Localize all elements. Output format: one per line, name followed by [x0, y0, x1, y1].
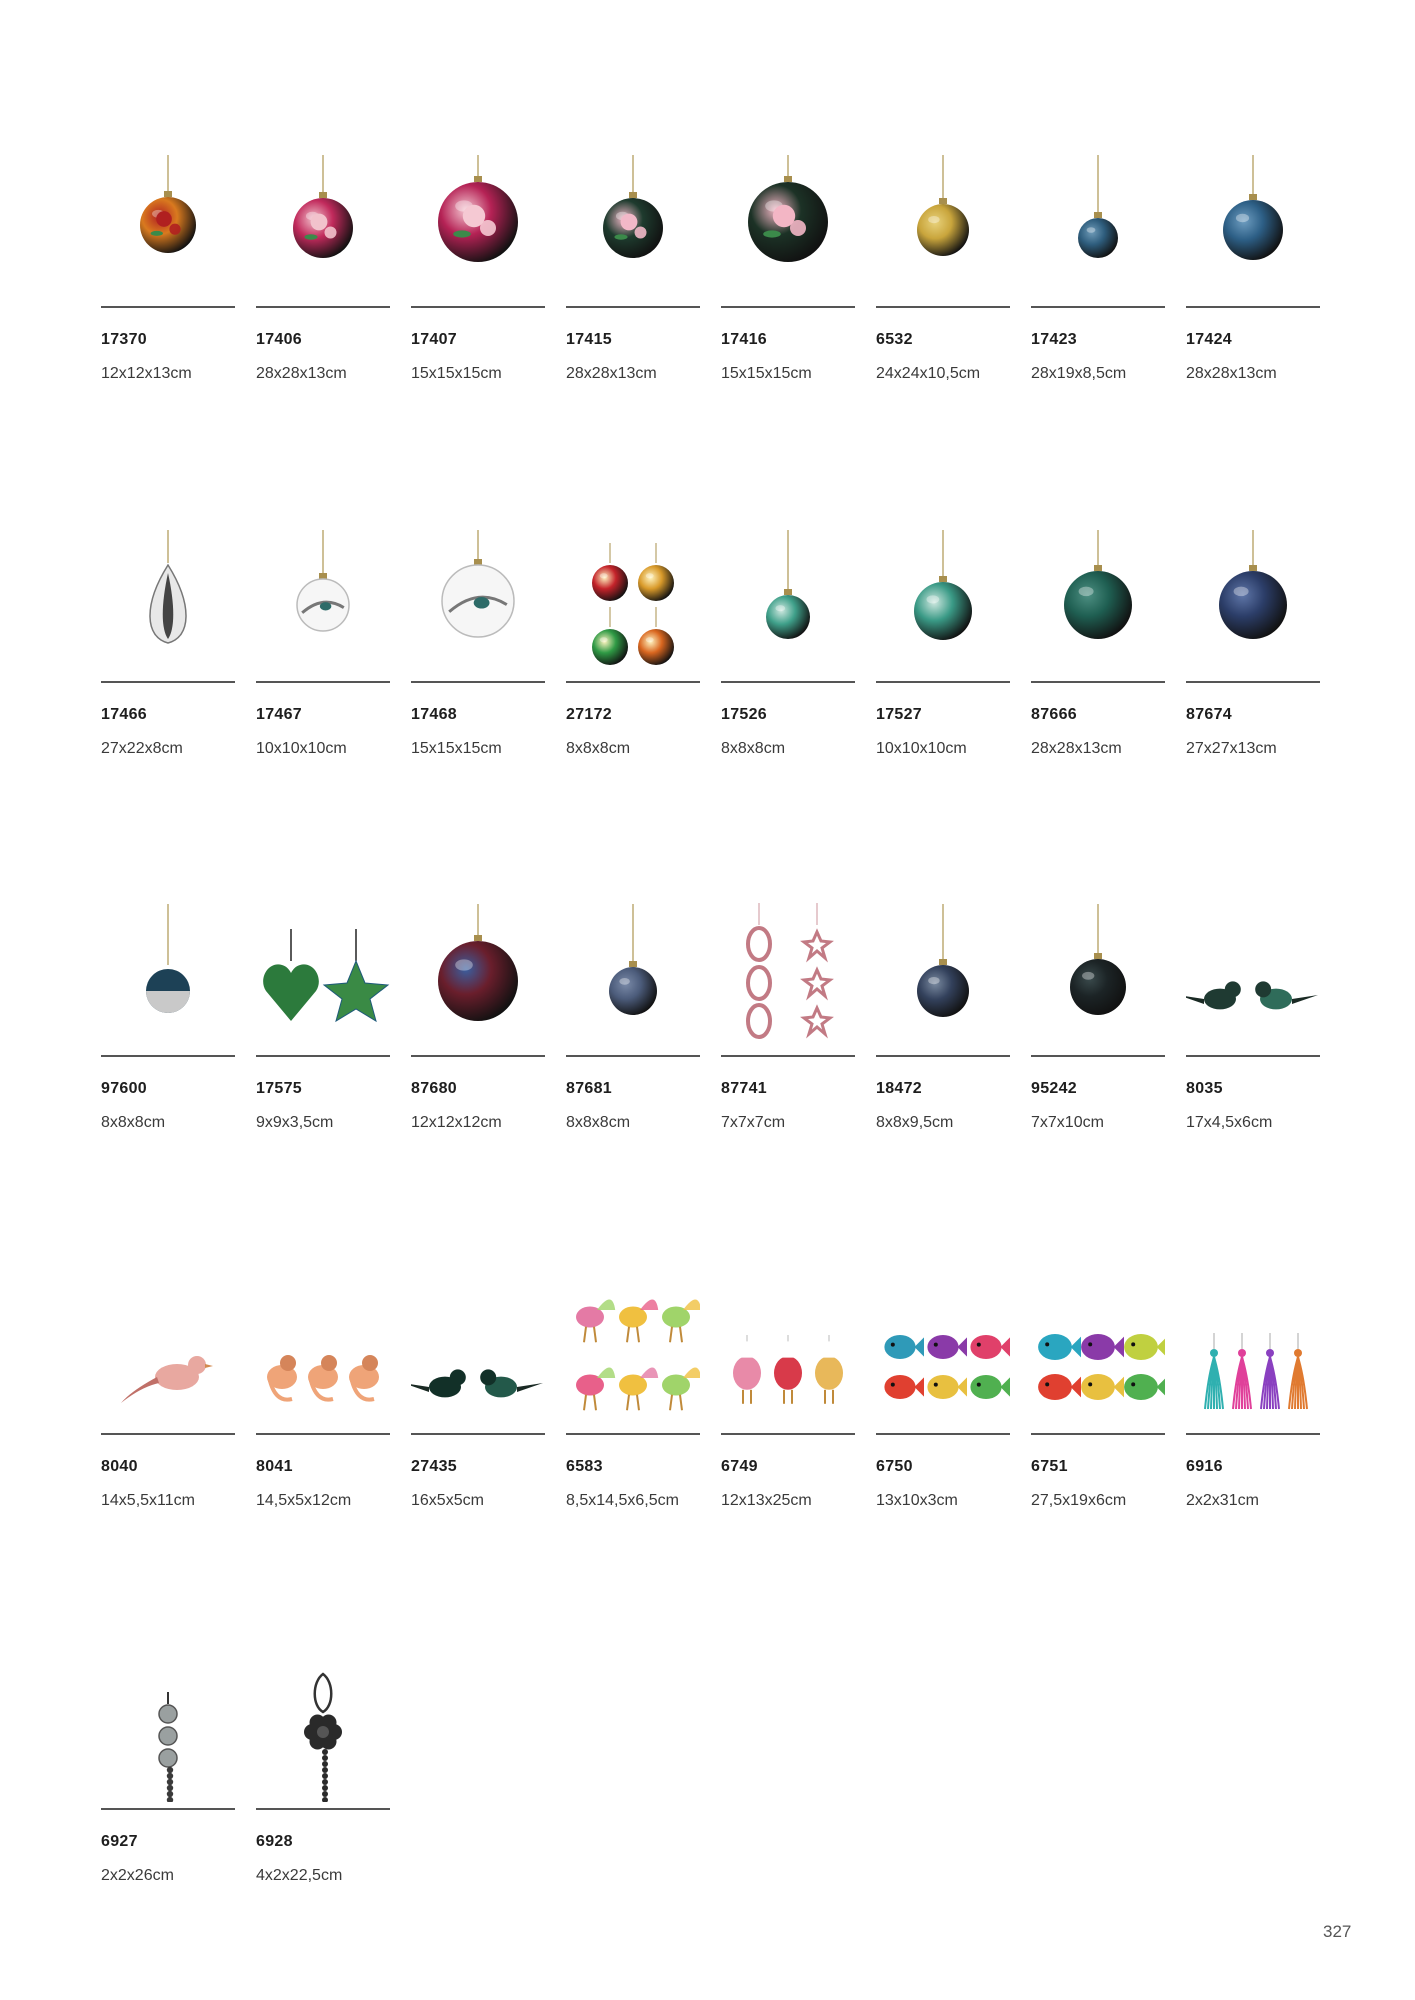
- clear-feather-bauble-icon: [256, 525, 390, 675]
- divider-line: [1031, 306, 1165, 308]
- product-dimensions: 15x15x15cm: [411, 740, 502, 757]
- tassel-ornaments-icon: [1186, 1277, 1320, 1427]
- blue-bauble-icon: [1186, 150, 1320, 300]
- feathered-bird-ornaments-icon: [566, 1277, 700, 1427]
- divider-line: [1186, 306, 1320, 308]
- teardrop-ornament-icon: [101, 525, 235, 675]
- product-dimensions: 10x10x10cm: [256, 740, 347, 757]
- teal-frosted-bauble-icon: [876, 525, 1010, 675]
- product-code: 87674: [1186, 706, 1232, 723]
- product-dimensions: 2x2x26cm: [101, 1867, 174, 1884]
- product-dimensions: 27,5x19x6cm: [1031, 1492, 1127, 1509]
- dark-green-clip-birds-icon: [411, 1277, 545, 1427]
- divider-line: [256, 1055, 390, 1057]
- product-code: 87666: [1031, 706, 1077, 723]
- black-mosaic-bauble-icon: [1031, 899, 1165, 1049]
- product-dimensions: 15x15x15cm: [411, 365, 502, 382]
- blue-bauble-icon: [1186, 150, 1320, 300]
- sequin-bauble-set-icon: [566, 525, 700, 675]
- small-teal-frosted-bauble-icon: [721, 525, 855, 675]
- green-etched-bauble-icon: [1031, 525, 1165, 675]
- product-code: 27172: [566, 706, 612, 723]
- product-dimensions: 28x19x8,5cm: [1031, 365, 1127, 382]
- green-etched-bauble-icon: [1031, 525, 1165, 675]
- product-code: 18472: [876, 1080, 922, 1097]
- product-code: 6583: [566, 1458, 603, 1475]
- product-code: 6751: [1031, 1458, 1068, 1475]
- fish-ornaments-icon: [876, 1277, 1010, 1427]
- velvet-mirror-bauble-icon: [101, 899, 235, 1049]
- divider-line: [566, 1433, 700, 1435]
- product-dimensions: 28x28x13cm: [566, 365, 657, 382]
- divider-line: [566, 1055, 700, 1057]
- blue-marbled-bauble-icon: [876, 899, 1010, 1049]
- divider-line: [101, 1055, 235, 1057]
- beaded-heart-star-icon: [256, 899, 390, 1049]
- green-floral-bauble-icon: [566, 150, 700, 300]
- pink-clip-bird-icon: [101, 1277, 235, 1427]
- divider-line: [721, 681, 855, 683]
- divider-line: [1031, 681, 1165, 683]
- divider-line: [876, 1055, 1010, 1057]
- page-number: 327: [1323, 1922, 1352, 1941]
- divider-line: [876, 681, 1010, 683]
- small-blue-bauble-icon: [1031, 150, 1165, 300]
- product-code: 17575: [256, 1080, 302, 1097]
- product-code: 27435: [411, 1458, 457, 1475]
- product-dimensions: 27x27x13cm: [1186, 740, 1277, 757]
- product-code: 8040: [101, 1458, 138, 1475]
- product-code: 6749: [721, 1458, 758, 1475]
- teal-frosted-bauble-icon: [876, 525, 1010, 675]
- clear-feather-bauble-icon: [256, 525, 390, 675]
- knit-bird-ornaments-icon: [721, 1277, 855, 1427]
- product-dimensions: 15x15x15cm: [721, 365, 812, 382]
- product-dimensions: 16x5x5cm: [411, 1492, 484, 1509]
- divider-line: [1186, 1433, 1320, 1435]
- product-code: 17468: [411, 706, 457, 723]
- sequin-bauble-set-icon: [566, 525, 700, 675]
- orange-floral-bauble-icon: [101, 150, 235, 300]
- pink-floral-bauble-icon: [256, 150, 390, 300]
- beaded-heart-star-icon: [256, 899, 390, 1049]
- fish-ornaments-icon: [876, 1277, 1010, 1427]
- gold-glitter-bauble-icon: [876, 150, 1010, 300]
- large-pink-floral-bauble-icon: [411, 150, 545, 300]
- beaded-ring-star-garland-icon: [721, 899, 855, 1049]
- divider-line: [101, 1808, 235, 1810]
- burgundy-bauble-icon: [411, 899, 545, 1049]
- grey-blue-velvet-bauble-icon: [566, 899, 700, 1049]
- product-code: 97600: [101, 1080, 147, 1097]
- large-pink-floral-bauble-icon: [411, 150, 545, 300]
- large-green-floral-bauble-icon: [721, 150, 855, 300]
- product-dimensions: 24x24x10,5cm: [876, 365, 981, 382]
- small-blue-bauble-icon: [1031, 150, 1165, 300]
- product-dimensions: 13x10x3cm: [876, 1492, 958, 1509]
- product-code: 17526: [721, 706, 767, 723]
- product-code: 17415: [566, 331, 612, 348]
- product-code: 8041: [256, 1458, 293, 1475]
- product-dimensions: 7x7x10cm: [1031, 1114, 1104, 1131]
- product-code: 17423: [1031, 331, 1077, 348]
- peach-clip-birds-icon: [256, 1277, 390, 1427]
- divider-line: [256, 1808, 390, 1810]
- product-code: 6927: [101, 1833, 138, 1850]
- product-code: 17416: [721, 331, 767, 348]
- product-dimensions: 14,5x5x12cm: [256, 1492, 352, 1509]
- pink-floral-bauble-icon: [256, 150, 390, 300]
- small-teal-frosted-bauble-icon: [721, 525, 855, 675]
- product-code: 17370: [101, 331, 147, 348]
- product-code: 87741: [721, 1080, 767, 1097]
- knit-bird-ornaments-icon: [721, 1277, 855, 1427]
- grey-blue-velvet-bauble-icon: [566, 899, 700, 1049]
- product-code: 6750: [876, 1458, 913, 1475]
- product-dimensions: 12x13x25cm: [721, 1492, 812, 1509]
- product-code: 6916: [1186, 1458, 1223, 1475]
- divider-line: [1031, 1433, 1165, 1435]
- orange-floral-bauble-icon: [101, 150, 235, 300]
- green-clip-birds-icon: [1186, 899, 1320, 1049]
- product-dimensions: 8x8x8cm: [566, 1114, 631, 1131]
- product-dimensions: 17x4,5x6cm: [1186, 1114, 1273, 1131]
- product-dimensions: 8x8x8cm: [721, 740, 786, 757]
- product-code: 6532: [876, 331, 913, 348]
- product-dimensions: 12x12x12cm: [411, 1114, 502, 1131]
- dark-green-clip-birds-icon: [411, 1277, 545, 1427]
- beaded-flower-ornament-icon: [256, 1652, 390, 1802]
- product-code: 87680: [411, 1080, 457, 1097]
- divider-line: [1186, 1055, 1320, 1057]
- product-dimensions: 9x9x3,5cm: [256, 1114, 334, 1131]
- divider-line: [1031, 1055, 1165, 1057]
- gold-glitter-bauble-icon: [876, 150, 1010, 300]
- navy-bauble-icon: [1186, 525, 1320, 675]
- product-code: 95242: [1031, 1080, 1077, 1097]
- product-dimensions: 8,5x14,5x6,5cm: [566, 1492, 679, 1509]
- product-dimensions: 10x10x10cm: [876, 740, 967, 757]
- large-clear-feather-bauble-icon: [411, 525, 545, 675]
- product-dimensions: 27x22x8cm: [101, 740, 183, 757]
- velvet-mirror-bauble-icon: [101, 899, 235, 1049]
- beaded-drop-ornament-icon: [101, 1652, 235, 1802]
- product-dimensions: 8x8x8cm: [566, 740, 631, 757]
- product-dimensions: 4x2x22,5cm: [256, 1867, 343, 1884]
- divider-line: [256, 681, 390, 683]
- burgundy-bauble-icon: [411, 899, 545, 1049]
- divider-line: [566, 681, 700, 683]
- divider-line: [101, 681, 235, 683]
- green-clip-birds-icon: [1186, 899, 1320, 1049]
- product-dimensions: 14x5,5x11cm: [101, 1492, 195, 1509]
- divider-line: [721, 1055, 855, 1057]
- divider-line: [256, 1433, 390, 1435]
- beaded-drop-ornament-icon: [101, 1652, 235, 1802]
- divider-line: [411, 681, 545, 683]
- product-code: 8035: [1186, 1080, 1223, 1097]
- product-code: 17407: [411, 331, 457, 348]
- divider-line: [721, 1433, 855, 1435]
- product-dimensions: 28x28x13cm: [256, 365, 347, 382]
- product-dimensions: 2x2x31cm: [1186, 1492, 1259, 1509]
- product-code: 17424: [1186, 331, 1232, 348]
- divider-line: [411, 306, 545, 308]
- product-dimensions: 7x7x7cm: [721, 1114, 786, 1131]
- product-code: 17406: [256, 331, 302, 348]
- green-floral-bauble-icon: [566, 150, 700, 300]
- divider-line: [411, 1433, 545, 1435]
- divider-line: [101, 1433, 235, 1435]
- product-dimensions: 8x8x9,5cm: [876, 1114, 954, 1131]
- divider-line: [1186, 681, 1320, 683]
- product-code: 87681: [566, 1080, 612, 1097]
- product-code: 17527: [876, 706, 922, 723]
- divider-line: [256, 306, 390, 308]
- product-dimensions: 28x28x13cm: [1186, 365, 1277, 382]
- tassel-ornaments-icon: [1186, 1277, 1320, 1427]
- blue-marbled-bauble-icon: [876, 899, 1010, 1049]
- product-dimensions: 8x8x8cm: [101, 1114, 166, 1131]
- peach-clip-birds-icon: [256, 1277, 390, 1427]
- navy-bauble-icon: [1186, 525, 1320, 675]
- teardrop-ornament-icon: [101, 525, 235, 675]
- large-green-floral-bauble-icon: [721, 150, 855, 300]
- product-code: 17466: [101, 706, 147, 723]
- glitter-fish-ornaments-icon: [1031, 1277, 1165, 1427]
- product-dimensions: 12x12x13cm: [101, 365, 192, 382]
- black-mosaic-bauble-icon: [1031, 899, 1165, 1049]
- product-code: 17467: [256, 706, 302, 723]
- beaded-flower-ornament-icon: [256, 1652, 390, 1802]
- divider-line: [411, 1055, 545, 1057]
- divider-line: [721, 306, 855, 308]
- divider-line: [876, 306, 1010, 308]
- product-code: 6928: [256, 1833, 293, 1850]
- beaded-ring-star-garland-icon: [721, 899, 855, 1049]
- divider-line: [876, 1433, 1010, 1435]
- product-dimensions: 28x28x13cm: [1031, 740, 1122, 757]
- divider-line: [101, 306, 235, 308]
- large-clear-feather-bauble-icon: [411, 525, 545, 675]
- pink-clip-bird-icon: [101, 1277, 235, 1427]
- divider-line: [566, 306, 700, 308]
- feathered-bird-ornaments-icon: [566, 1277, 700, 1427]
- glitter-fish-ornaments-icon: [1031, 1277, 1165, 1427]
